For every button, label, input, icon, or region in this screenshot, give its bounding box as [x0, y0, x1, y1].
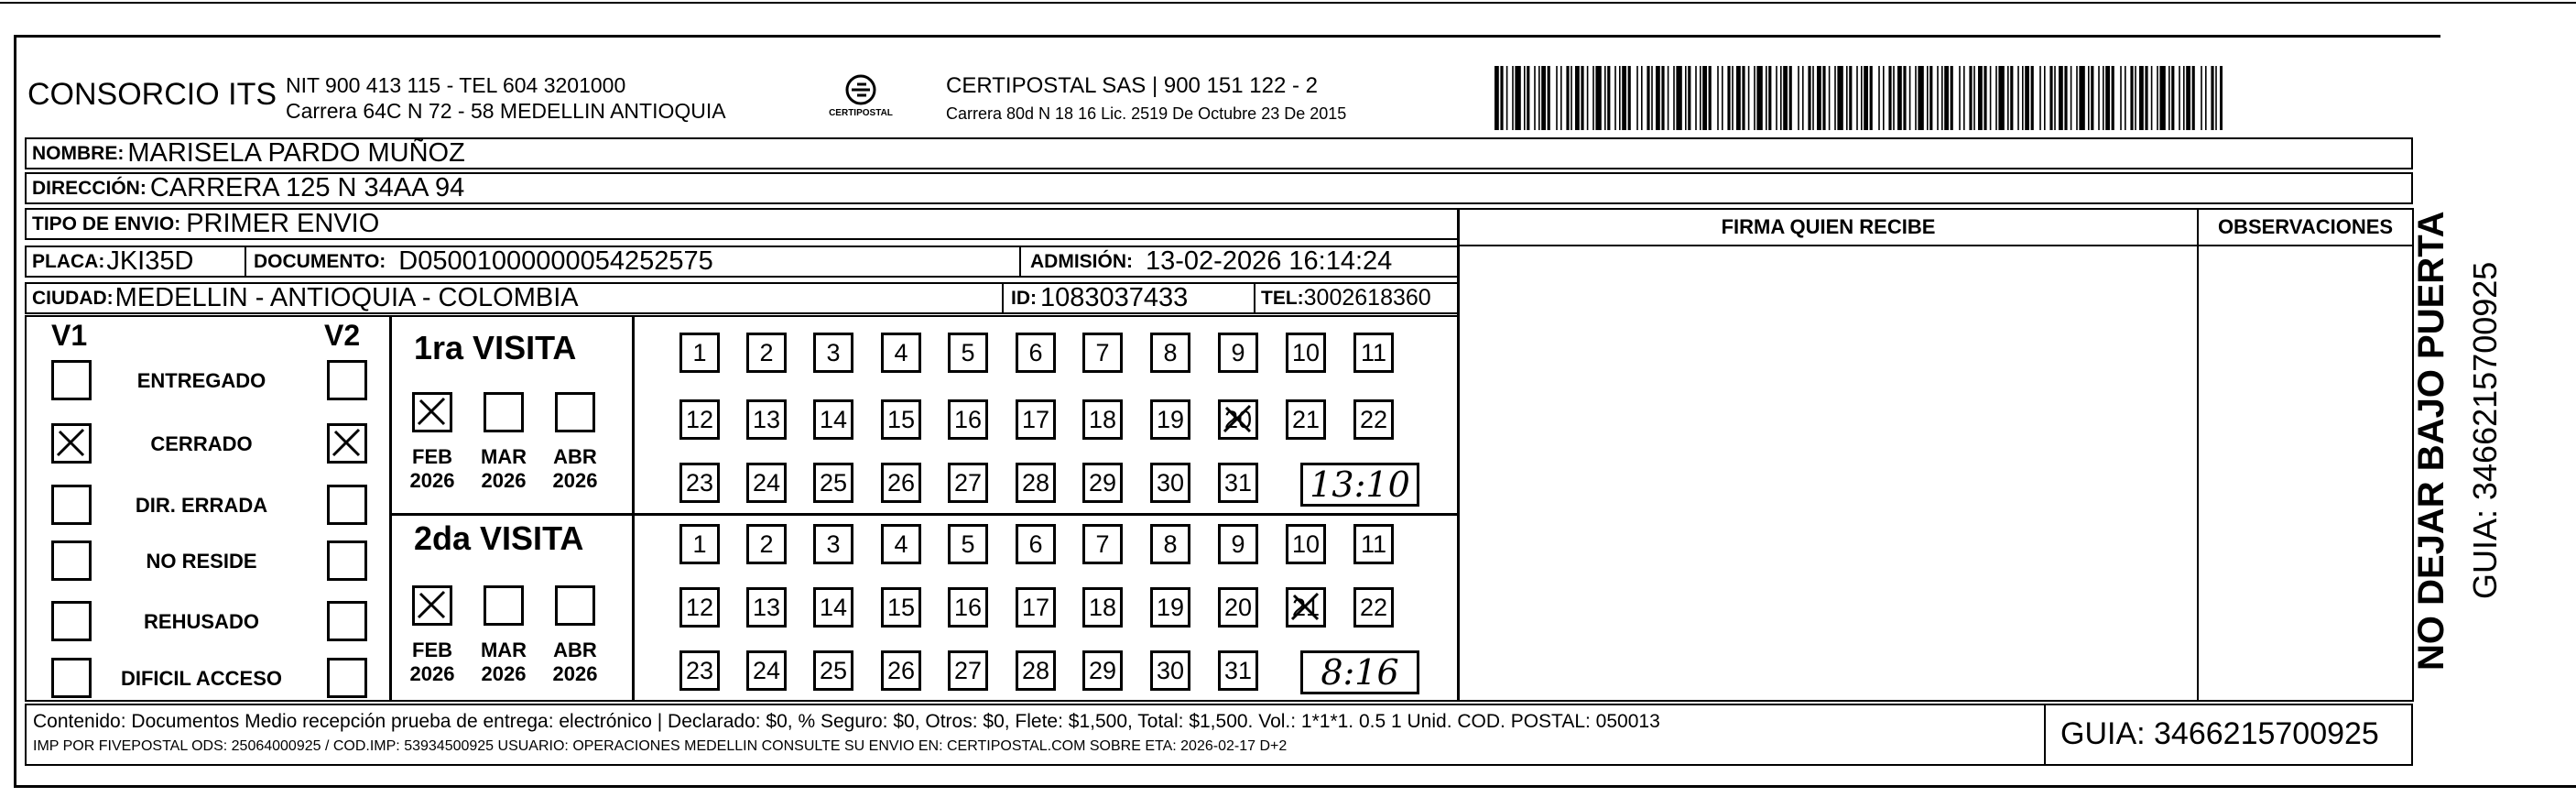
barcode-bar: [1915, 66, 1917, 130]
barcode-bar: [1903, 66, 1906, 130]
barcode-bar: [1717, 66, 1719, 130]
direccion-value: CARRERA 125 N 34AA 94: [149, 173, 465, 202]
visit1-day-box: 1: [679, 333, 720, 373]
barcode-bar: [2098, 66, 2100, 130]
visit1-day-box: 30: [1150, 463, 1190, 503]
visit1-day-box: 13: [746, 399, 787, 440]
barcode-bar: [1893, 66, 1895, 130]
ciudad-row: CIUDAD: MEDELLIN - ANTIOQUIA - COLOMBIA ID: 1083037433 TEL: 3002618360: [25, 282, 1459, 314]
barcode-bar: [1541, 66, 1546, 130]
barcode-bar: [1864, 66, 1868, 130]
barcode-bar: [1776, 66, 1777, 130]
barcode-bar: [1918, 66, 1923, 130]
barcode-bar: [1661, 66, 1664, 130]
barcode-bar: [1548, 66, 1550, 130]
certipostal-logo: CERTIPOSTAL: [824, 70, 897, 126]
barcode-bar: [1990, 66, 1992, 130]
barcode-bar: [2049, 66, 2052, 130]
barcode-bar: [1837, 66, 1842, 130]
status-label: CERRADO: [150, 432, 253, 455]
visit2-day-box: 8: [1150, 524, 1190, 564]
visit1-time-box: 13:10: [1300, 463, 1419, 507]
barcode-bar: [1959, 66, 1961, 130]
barcode-bar: [1984, 66, 1986, 130]
barcode-bar: [2120, 66, 2122, 130]
footer-divider: [2044, 704, 2046, 766]
visit1-day-box: 26: [881, 463, 921, 503]
barcode-bar: [2183, 66, 2185, 130]
visit1-day-box: 4: [881, 333, 921, 373]
barcode-bar: [2157, 66, 2158, 130]
visit1-month-checkbox: [484, 392, 524, 432]
barcode-bar: [1808, 66, 1810, 130]
barcode-bar: [1849, 66, 1852, 130]
barcode-bar: [2145, 66, 2147, 130]
barcode-bar: [1685, 66, 1687, 130]
barcode-bar: [1622, 66, 1626, 130]
v2-checkbox: [327, 601, 367, 641]
barcode-bar: [1789, 66, 1792, 130]
barcode-bar: [2022, 66, 2024, 130]
check-mark-icon: [330, 426, 364, 461]
v2-header: V2: [324, 319, 361, 352]
form-top-line: [14, 35, 2440, 38]
visit2-day-box: 1: [679, 524, 720, 564]
barcode-bar: [1515, 66, 1520, 130]
barcode-bar: [2171, 66, 2174, 130]
barcode-bar: [1798, 66, 1799, 130]
visit1-day-box: 16: [948, 399, 988, 440]
barcode-bar: [1742, 66, 1745, 130]
barcode-bar: [1592, 66, 1594, 130]
barcode-bar: [1802, 66, 1804, 130]
barcode-bar: [1641, 66, 1643, 130]
barcode-bar: [2007, 66, 2009, 130]
barcode-bar: [1566, 66, 1569, 130]
barcode-bar: [1736, 66, 1741, 130]
barcode-bar: [1604, 66, 1606, 130]
visit2-day-box: 16: [948, 587, 988, 628]
v1-checkbox: [51, 485, 92, 525]
barcode-bar: [1506, 66, 1508, 130]
side-warning: NO DEJAR BAJO PUERTA: [2411, 211, 2451, 671]
visit1-day-box: 21: [1286, 399, 1326, 440]
barcode-bar: [2130, 66, 2133, 130]
nombre-row: NOMBRE: MARISELA PARDO MUÑOZ: [25, 137, 2413, 169]
barcode-bar: [2112, 66, 2114, 130]
barcode-bar: [2201, 66, 2202, 130]
barcode-bar: [1766, 66, 1767, 130]
barcode-bar: [1512, 66, 1514, 130]
contenido-text: Contenido: Documentos Medio recepción prueba de entrega: electrónico | Declarado: $0, % Seguro: $0, Otros: $0, Flete: $1,500, Total: $1,500. Vol.: 1*1*1. 0.5 1 Unid. COD. POSTAL: 050013: [33, 711, 1660, 732]
status-label: NO RESIDE: [146, 550, 257, 573]
barcode-bar: [2091, 66, 2093, 130]
barcode-bar: [1709, 66, 1712, 130]
barcode-bar: [1581, 66, 1583, 130]
barcode-bar: [1878, 66, 1880, 130]
barcode-bar: [2179, 66, 2180, 130]
visit2-month-label: ABR 2026: [552, 639, 598, 685]
visit1-day-box: 20: [1218, 399, 1258, 440]
barcode-bar: [2211, 66, 2213, 130]
form-left-line: [14, 35, 16, 786]
barcode-bar: [2054, 66, 2056, 130]
barcode-bar: [1817, 66, 1821, 130]
barcode-bar: [1822, 66, 1825, 130]
visit1-day-box: 14: [813, 399, 853, 440]
barcode-bar: [1780, 66, 1782, 130]
barcode-bar: [2192, 66, 2195, 130]
visit1-day-box: 19: [1150, 399, 1190, 440]
visit2-day-box: 10: [1286, 524, 1326, 564]
visit2-month-checkbox: [412, 585, 452, 626]
visit2-day-box: 25: [813, 650, 853, 691]
visit1-day-box: 31: [1218, 463, 1258, 503]
visit2-day-box: 17: [1016, 587, 1056, 628]
barcode-bar: [1587, 66, 1589, 130]
barcode-bar: [2135, 66, 2136, 130]
company-address: Carrera 64C N 72 - 58 MEDELLIN ANTIOQUIA: [286, 99, 726, 123]
check-mark-icon: [415, 588, 450, 623]
visit2-day-box: 7: [1082, 524, 1123, 564]
visit2-month-checkbox: [555, 585, 595, 626]
barcode-bar: [1571, 66, 1572, 130]
barcode-bar: [2025, 66, 2029, 130]
barcode-bar: [1812, 66, 1814, 130]
visit2-day-box: 14: [813, 587, 853, 628]
barcode-bar: [2079, 66, 2084, 130]
visit2-day-box: 26: [881, 650, 921, 691]
visit2-day-box: 6: [1016, 524, 1056, 564]
footer-guia: GUIA: 3466215700925: [2060, 716, 2379, 751]
certipostal-line: CERTIPOSTAL SAS | 900 151 122 - 2: [946, 73, 1318, 98]
company-nit: NIT 900 413 115 - TEL 604 3201000: [286, 73, 626, 97]
company-name: CONSORCIO ITS: [27, 77, 277, 112]
visit1-month-label: FEB 2026: [409, 445, 455, 492]
v1-checkbox: [51, 658, 92, 698]
visit1-day-box: 18: [1082, 399, 1123, 440]
license-line: Carrera 80d N 18 16 Lic. 2519 De Octubre 23 De 2015: [946, 104, 1347, 123]
visit1-day-box: 10: [1286, 333, 1326, 373]
barcode: [1495, 66, 2223, 130]
visit1-day-box: 3: [813, 333, 853, 373]
barcode-bar: [2088, 66, 2090, 130]
barcode-bar: [1963, 66, 1965, 130]
check-mark-icon: [1288, 590, 1323, 625]
barcode-bar: [1768, 66, 1771, 130]
barcode-bar: [1695, 66, 1697, 130]
barcode-bar: [1783, 66, 1788, 130]
visit1-month-label: ABR 2026: [552, 445, 598, 492]
barcode-bar: [2125, 66, 2126, 130]
barcode-bar: [1909, 66, 1911, 130]
barcode-bar: [1748, 66, 1750, 130]
visit1-title: 1ra VISITA: [414, 329, 577, 366]
tipo-value: PRIMER ENVIO: [186, 209, 380, 238]
barcode-bar: [1856, 66, 1858, 130]
barcode-bar: [1651, 66, 1653, 130]
visit1-month-checkbox: [555, 392, 595, 432]
form-bottom-line: [14, 785, 2576, 788]
visit2-day-box: 9: [1218, 524, 1258, 564]
visit2-day-box: 27: [948, 650, 988, 691]
barcode-bar: [1722, 66, 1723, 130]
barcode-bar: [1636, 66, 1638, 130]
barcode-bar: [1527, 66, 1529, 130]
barcode-bar: [1628, 66, 1631, 130]
barcode-bar: [1927, 66, 1929, 130]
barcode-bar: [1883, 66, 1885, 130]
status-label: ENTREGADO: [136, 369, 266, 392]
barcode-bar: [1688, 66, 1690, 130]
barcode-bar: [1524, 66, 1526, 130]
barcode-bar: [1754, 66, 1755, 130]
visit1-day-box: 24: [746, 463, 787, 503]
visit1-day-box: 7: [1082, 333, 1123, 373]
status-label: DIFICIL ACCESO: [120, 667, 282, 690]
visit1-day-box: 17: [1016, 399, 1056, 440]
v2-checkbox: [327, 360, 367, 400]
visit1-day-box: 25: [813, 463, 853, 503]
visit1-day-box: 2: [746, 333, 787, 373]
barcode-bar: [1560, 66, 1562, 130]
check-mark-icon: [1221, 402, 1255, 437]
barcode-bar: [1951, 66, 1953, 130]
visit2-month-checkbox: [484, 585, 524, 626]
barcode-bar: [2017, 66, 2019, 130]
barcode-bar: [1973, 66, 1975, 130]
check-mark-icon: [415, 395, 450, 430]
barcode-bar: [2186, 66, 2190, 130]
visit2-day-box: 18: [1082, 587, 1123, 628]
barcode-bar: [1656, 66, 1660, 130]
barcode-bar: [2064, 66, 2067, 130]
barcode-bar: [2105, 66, 2110, 130]
documento-value: D05001000000054252575: [398, 246, 713, 276]
barcode-bar: [1700, 66, 1701, 130]
status-label: DIR. ERRADA: [135, 494, 268, 517]
visit2-day-box: 29: [1082, 650, 1123, 691]
visit1-day-box: 15: [881, 399, 921, 440]
visit2-day-box: 20: [1218, 587, 1258, 628]
visit2-time-box: 8:16: [1300, 650, 1419, 694]
imp-text: IMP POR FIVEPOSTAL ODS: 25064000925 / COD.IMP: 53934500925 USUARIO: OPERACIONES MEDELLIN CONSULTE SU ENVIO EN: CERTIPOSTAL.COM SOBRE ETA: 2026-02-17 D+2: [33, 738, 1288, 754]
visit2-title: 2da VISITA: [414, 519, 584, 557]
v1-checkbox: [51, 360, 92, 400]
barcode-bar: [2151, 66, 2153, 130]
visit2-day-box: 21: [1286, 587, 1326, 628]
barcode-bar: [2139, 66, 2144, 130]
barcode-bar: [1897, 66, 1902, 130]
barcode-bar: [2168, 66, 2170, 130]
visit1-day-box: 28: [1016, 463, 1056, 503]
barcode-bar: [1756, 66, 1762, 130]
barcode-bar: [1846, 66, 1848, 130]
placa-row: PLACA: JKI35D DOCUMENTO: D05001000000054252575 ADMISIÓN: 13-02-2026 16:14:24: [25, 246, 1459, 278]
visit1-day-box: 9: [1218, 333, 1258, 373]
barcode-bar: [1619, 66, 1621, 130]
visit1-day-box: 6: [1016, 333, 1056, 373]
v1-checkbox: [51, 601, 92, 641]
barcode-bar: [1614, 66, 1616, 130]
visit1-month-label: MAR 2026: [480, 445, 527, 492]
barcode-bar: [1534, 66, 1536, 130]
barcode-bar: [1829, 66, 1831, 130]
barcode-bar: [1538, 66, 1540, 130]
check-mark-icon: [54, 426, 89, 461]
visit2-day-box: 11: [1353, 524, 1394, 564]
barcode-bar: [1969, 66, 1972, 130]
barcode-bar: [1944, 66, 1949, 130]
barcode-bar: [1676, 66, 1681, 130]
top-border: [0, 2, 2576, 4]
visit2-day-box: 2: [746, 524, 787, 564]
barcode-bar: [2071, 66, 2072, 130]
v1-header: V1: [51, 319, 88, 352]
barcode-bar: [2159, 66, 2165, 130]
barcode-bar: [1595, 66, 1601, 130]
ciudad-value: MEDELLIN - ANTIOQUIA - COLOMBIA: [114, 283, 579, 312]
barcode-bar: [1941, 66, 1943, 130]
visit1-month-checkbox: [412, 392, 452, 432]
visit2-day-box: 3: [813, 524, 853, 564]
visit2-day-box: 30: [1150, 650, 1190, 691]
visit2-day-box: 12: [679, 587, 720, 628]
visit2-day-box: 28: [1016, 650, 1056, 691]
tel-value: 3002618360: [1303, 285, 1431, 311]
barcode-bar: [1647, 66, 1649, 130]
barcode-bar: [1673, 66, 1675, 130]
visit2-day-box: 24: [746, 650, 787, 691]
barcode-bar: [1998, 66, 2004, 130]
status-divider: [389, 315, 392, 702]
visit2-month-label: FEB 2026: [409, 639, 455, 685]
barcode-bar: [2010, 66, 2013, 130]
barcode-bar: [2059, 66, 2063, 130]
barcode-bar: [1929, 66, 1932, 130]
barcode-bar: [1607, 66, 1610, 130]
v1-checkbox: [51, 540, 92, 581]
barcode-bar: [1702, 66, 1707, 130]
visit2-day-box: 5: [948, 524, 988, 564]
visit1-day-box: 22: [1353, 399, 1394, 440]
side-guia: GUIA: 3466215700925: [2466, 261, 2504, 599]
v2-checkbox: [327, 423, 367, 464]
firma-header: FIRMA QUIEN RECIBE: [1460, 210, 2197, 246]
status-label: REHUSADO: [144, 610, 259, 633]
barcode-bar: [2103, 66, 2104, 130]
barcode-bar: [1500, 66, 1503, 130]
visit1-day-box: 12: [679, 399, 720, 440]
visit2-day-box: 22: [1353, 587, 1394, 628]
barcode-bar: [1870, 66, 1873, 130]
barcode-bar: [1978, 66, 1983, 130]
visit1-day-box: 11: [1353, 333, 1394, 373]
visit2-day-box: 23: [679, 650, 720, 691]
v2-checkbox: [327, 658, 367, 698]
barcode-bar: [1834, 66, 1836, 130]
nombre-value: MARISELA PARDO MUÑOZ: [127, 138, 465, 168]
tipo-row: TIPO DE ENVIO: PRIMER ENVIO: [25, 208, 1459, 240]
visit-separator: [389, 513, 1459, 516]
barcode-bar: [1575, 66, 1580, 130]
barcode-bar: [1732, 66, 1734, 130]
firma-column: [1457, 208, 2199, 702]
barcode-bar: [2205, 66, 2207, 130]
direccion-row: DIRECCIÓN: CARRERA 125 N 34AA 94: [25, 172, 2413, 204]
v2-checkbox: [327, 540, 367, 581]
visit1-day-box: 23: [679, 463, 720, 503]
barcode-bar: [1556, 66, 1558, 130]
visit1-day-box: 27: [948, 463, 988, 503]
visit1-day-box: 29: [1082, 463, 1123, 503]
visit2-day-box: 15: [881, 587, 921, 628]
barcode-bar: [2031, 66, 2034, 130]
visit2-month-label: MAR 2026: [480, 639, 527, 685]
barcode-bar: [2039, 66, 2041, 130]
visit1-day-box: 5: [948, 333, 988, 373]
barcode-bar: [1861, 66, 1863, 130]
barcode-bar: [2215, 66, 2217, 130]
id-value: 1083037433: [1040, 283, 1189, 312]
barcode-bar: [1727, 66, 1730, 130]
visit2-day-box: 19: [1150, 587, 1190, 628]
barcode-bar: [2220, 66, 2223, 130]
barcode-bar: [1668, 66, 1669, 130]
barcode-bar: [1937, 66, 1939, 130]
barcode-bar: [1888, 66, 1891, 130]
observaciones-column: [2197, 208, 2414, 702]
visit1-day-box: 8: [1150, 333, 1190, 373]
barcode-bar: [2076, 66, 2078, 130]
visit2-day-box: 13: [746, 587, 787, 628]
observaciones-header: OBSERVACIONES: [2199, 210, 2412, 246]
visit2-day-box: 31: [1218, 650, 1258, 691]
visit2-day-box: 4: [881, 524, 921, 564]
v2-checkbox: [327, 485, 367, 525]
barcode-bar: [2044, 66, 2046, 130]
visit-divider: [632, 315, 635, 702]
v1-checkbox: [51, 423, 92, 464]
admision-value: 13-02-2026 16:14:24: [1146, 246, 1393, 276]
placa-value: JKI35D: [106, 246, 194, 276]
barcode-bar: [1495, 66, 1499, 130]
barcode-bar: [1995, 66, 1997, 130]
